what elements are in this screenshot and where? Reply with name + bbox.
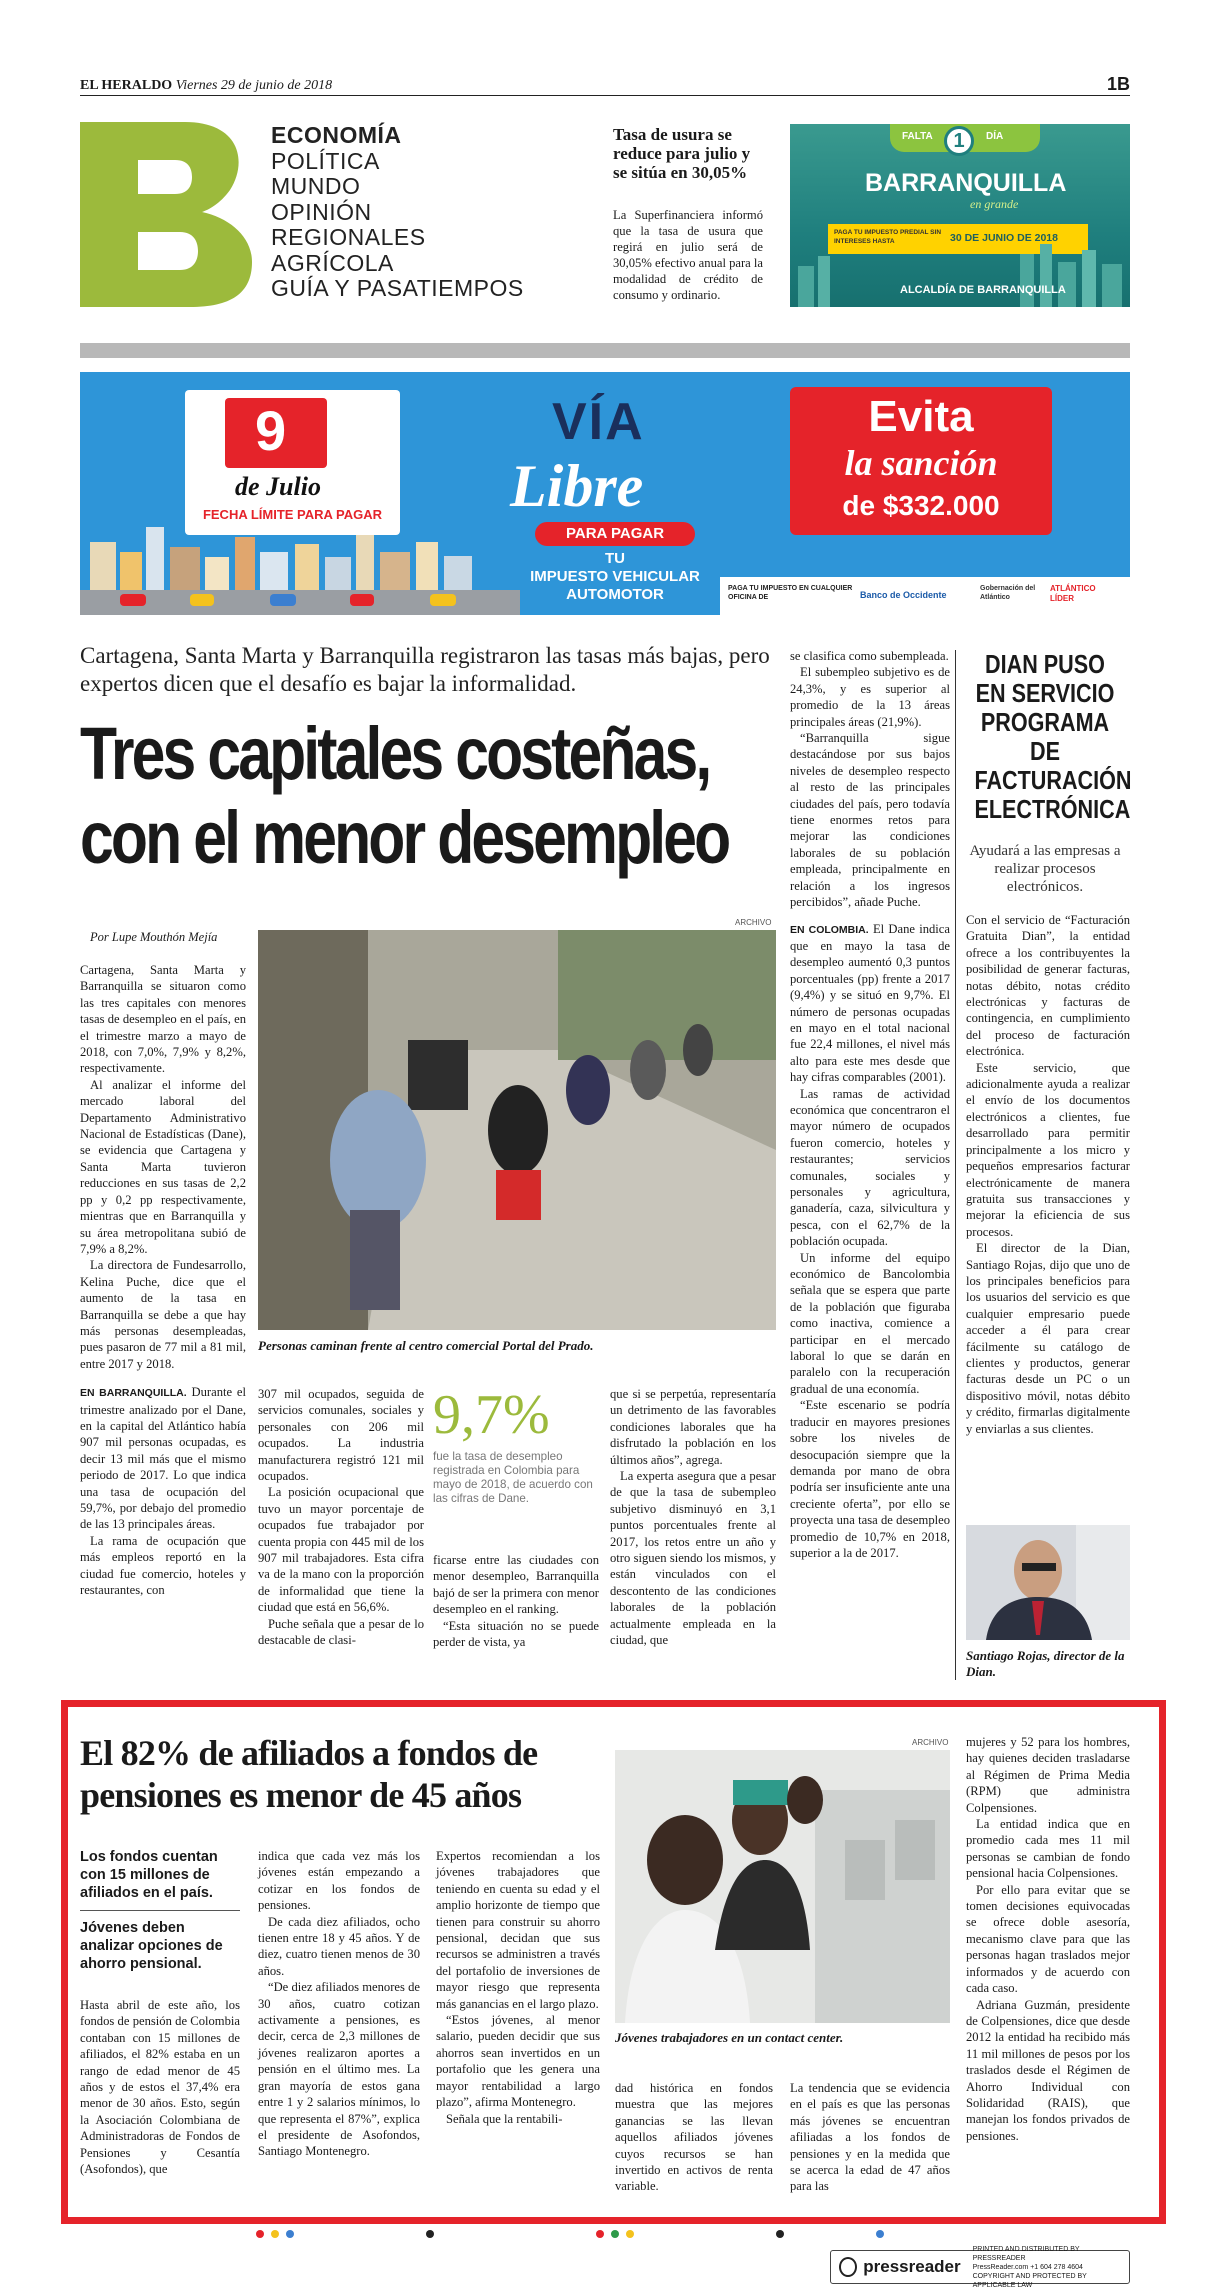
stat-value: 9,7% (433, 1384, 550, 1446)
headline-line-2: con el menor desempleo (80, 796, 729, 879)
section-item[interactable]: GUÍA Y PASATIEMPOS (271, 275, 524, 301)
paragraph: El subempleo subjetivo es de 24,3%, y es superior al promedio de la 13 áreas principales áreas (21,9%). (790, 665, 950, 729)
photo-credit: ARCHIVO (735, 918, 772, 927)
paragraph: La entidad indica que en promedio cada mes 11 mil personas se cambian de fondo pensional hacia Colpensiones. (966, 1817, 1130, 1881)
paragraph: La tendencia que se evidencia en el país es que las personas más jóvenes se encuentran afiliadas a los fondos de pensiones y en la medida que se acerca la edad de 47 años para las (790, 2081, 950, 2194)
dian-body (966, 912, 1130, 1437)
pressreader-icon (839, 2257, 857, 2277)
story-column-1 (80, 962, 246, 1598)
portrait-illustration (966, 1525, 1130, 1640)
ad-brand-sub: en grande (970, 197, 1019, 211)
ad-via: VÍA (552, 393, 645, 451)
paragraph: Señala que la rentabili- (446, 2111, 563, 2126)
paragraph: “Estos jóvenes, al menor salario, pueden decidir que sus ahorros sean invertidos en un portafolio que les genera una mayor rentabilidad a largo plazo”, afirma Montenegro. (436, 2013, 600, 2110)
paragraph: La posición ocupacional que tuvo un mayor porcentaje de ocupados fue trabajador por cuenta propia con 445 mil de los 907 mil trabajadores. Esta cifra va de la mano con la proporción de informalidad que tiene la ciudad que está en 56,6%. (258, 1485, 424, 1615)
paragraph: El director de la Dian, Santiago Rojas, dijo que uno de los principales beneficios para los usuarios del servicio es que cualquier empresario puede acceder a él para crear fácilmente su catálogo de clientes y productos, generar facturas desde un PC o un dispositivo móvil, notas débito y crédito, firmarlas digitalmente y enviarlas a sus clientes. (966, 1241, 1130, 1436)
headline-line-1: Tres capitales costeñas, (80, 712, 710, 795)
dian-headline[interactable]: DIAN PUSO EN SERVICIO PROGRAMA DE FACTURACIÓN ELECTRÓNICA (974, 649, 1132, 824)
pressreader-info (973, 2245, 1129, 2290)
ad-day-count: 1 (944, 126, 974, 156)
paragraph: “Barranquilla sigue destacándose por sus bajos niveles de desempleo respecto al resto de las principales ciudades del país, pero todavía tiene enormes retos para mejorar las condiciones laborales de su población empleada, principalmente en relación a los ingresos percibidos”, añade Puche. (790, 731, 950, 910)
ad-notice: PAGA TU IMPUESTO PREDIAL SIN INTERESES HASTA (834, 229, 942, 245)
paragraph: El Dane indica que en mayo la tasa de desempleo aumentó 0,3 puntos porcentuales (pp) frente a 2017 (9,4%) y se situó en 9,7%. El número de personas ocupadas en mayo en el total nacional fue 22,4 millones, el nivel más alto para este mes desde que hay cifras comparables (2001). (790, 921, 950, 1085)
subhead-barranquilla: EN BARRANQUILLA. (80, 1387, 187, 1400)
pressreader-brand: pressreader (863, 2257, 961, 2276)
pension-column-4 (615, 2080, 773, 2195)
via-libre-ad[interactable] (80, 372, 1130, 615)
paragraph: 307 mil ocupados, seguida de servicios comunales, sociales y personales con 206 mil ocupados. La industria manufacturera registró 121 mil ocupados. (258, 1387, 424, 1484)
paragraph: Por ello para evitar que se tomen decisiones equivocadas se ofrece doble asesoría, mecanismo clave para que las personas hagan traslados mejor informados y de acuerdo con cada caso. (966, 1882, 1130, 1996)
ad-libre: Libre (510, 453, 644, 519)
pension-headline[interactable]: El 82% de afiliados a fondos de pensiones es menor de 45 años (80, 1733, 538, 1815)
usura-text: La Superfinanciera informó que la tasa de usura que regirá en julio será de 30,05% efectivo anual para la modalidad de crédito de consumo y ordinario. (613, 208, 764, 302)
stat-note: fue la tasa de desempleo registrada en Colombia para mayo de 2018, de acuerdo con las cifras de Dane. (433, 1450, 593, 1505)
paragraph: mujeres y 52 para los hombres, hay quienes deciden trasladarse al Régimen de Prima Media (RPM) que administra Colpensiones. (966, 1735, 1130, 1815)
paragraph: “Este escenario se podría traducir en mayores presiones sobre los niveles de desocupación siempre que la demanda por mano de obra podría ser insuficiente ante una creciente oferta”, por ello se proyecta una tasa de desempleo promedio de 10,7% en 2018, superior a la de 2017. (790, 1398, 950, 1560)
section-item[interactable]: MUNDO (271, 173, 361, 199)
masthead (80, 74, 1130, 96)
highlight-1: Los fondos cuentan con 15 millones de afiliados en el país. (80, 1849, 218, 1901)
barranquilla-ad[interactable] (790, 124, 1130, 307)
paragraph: ficarse entre las ciudades con menor desempleo, Barranquilla bajó de ser la primera con menor desempleo en el ranking. (433, 1553, 599, 1617)
ad-month: de Julio (235, 472, 321, 501)
paragraph: “Esta situación no se puede perder de vista, ya (433, 1618, 599, 1650)
section-item[interactable]: ECONOMÍA (271, 122, 402, 148)
paragraph: Durante el trimestre analizado por el Dane, en la capital del Atlántico había 907 mil personas ocupadas, es decir 13 mil más que el mismo periodo de 2017. Lo que indica una tasa de ocupación del 59,7%, por debajo del promedio de las 13 principales áreas. (80, 1385, 246, 1532)
ad-bank: Banco de Occidente (860, 590, 947, 600)
footer-line: PressReader.com +1 604 278 4604 (972, 2263, 1083, 2271)
story-kicker: Cartagena, Santa Marta y Barranquilla registraron las tasas más bajas, pero expertos dicen que el desafío es bajar la informalidad. (80, 643, 770, 696)
photo-illustration (258, 930, 776, 1330)
byline: Por Lupe Mouthón Mejía (90, 930, 218, 944)
ad-deadline-label: FECHA LÍMITE PARA PAGAR (202, 507, 383, 522)
ad-day: 9 (255, 399, 287, 462)
section-item[interactable]: REGIONALES (271, 224, 426, 250)
paragraph: De cada diez afiliados, ocho tienen entre 18 y 45 años. Y de diez, cuatro tienen menos de 30 años. (258, 1914, 420, 1978)
pension-column-3 (436, 1848, 600, 2127)
issue-date: Viernes 29 de junio de 2018 (175, 78, 333, 93)
story-column-2 (258, 1386, 424, 1649)
paragraph: Adriana Guzmán, presidente de Colpensiones, dice que desde 2012 la entidad ha recibido más 11 mil millones de pesos por los traslados desde el Régimen de Ahorro Individual con Solidaridad (RAIS), que manejan los fondos privados de pensiones. (966, 1997, 1130, 2143)
column-rule (955, 650, 956, 1680)
ad-sancion: la sanción (844, 443, 998, 483)
pension-column-5 (790, 2080, 950, 2195)
section-item[interactable]: AGRÍCOLA (271, 249, 394, 276)
ad-falta: FALTA (902, 131, 933, 142)
street-illustration (80, 522, 520, 615)
ad-lider: ATLÁNTICO LÍDER (1050, 584, 1096, 603)
paragraph: La directora de Fundesarrollo, Kelina Puche, dice que el aumento de la tasa en Barranquilla se debe a que hay más personas desempleadas, pues pasaron de 77 mil a 81 mil, entre 2017 y 2018. (80, 1258, 246, 1371)
paragraph: Al analizar el informe del mercado laboral del Departamento Administrativo Nacional de Estadísticas (Dane), se evidencia que Cartagena y Santa Marta tuvieron reducciones en sus tasas de 2,2 pp y 0,2 pp respectivamente, mientras que en Barranquilla y su área metropolitana subió de 7,9% a 8,2%. (80, 1077, 246, 1256)
ad-evita: Evita (868, 392, 974, 441)
story-column-4 (610, 1386, 776, 1649)
pressreader-footer[interactable] (830, 2245, 1130, 2289)
paper-name: EL HERALDO (80, 78, 173, 93)
print-registration-marks (180, 2228, 980, 2240)
paragraph: Con el servicio de “Facturación Gratuita Dian”, la entidad ofrece a los contribuyentes la posibilidad de generar facturas, notas débito, notas crédito electrónicas y facturas de contingencia, en cumplimiento del proceso de facturación electrónica. (966, 913, 1130, 1059)
footer-line: PRINTED AND DISTRIBUTED BY PRESSREADER (972, 2245, 1080, 2262)
ad-brand: BARRANQUILLA (865, 169, 1067, 197)
ad-gob: Gobernación del Atlántico (980, 585, 1036, 601)
subhead-colombia: EN COLOMBIA. (790, 923, 869, 936)
paragraph: Puche señala que a pesar de lo destacable de clasi- (258, 1616, 424, 1648)
highlight-2: Jóvenes deben analizar opciones de ahorro pensional. (80, 1920, 223, 1972)
pension-column-6 (966, 1734, 1130, 2144)
dian-subtitle: Ayudará a las empresas a realizar procesos electrónicos. (969, 843, 1121, 895)
ad-paga-info: PAGA TU IMPUESTO EN CUALQUIER OFICINA DE (728, 585, 853, 601)
story-column-5 (790, 648, 950, 1561)
contact-center-photo (615, 1750, 950, 2023)
pension-column-1 (80, 1997, 240, 2177)
usura-headline[interactable]: Tasa de usura se reduce para julio y se sitúa en 30,05% (613, 125, 751, 182)
pension-highlights (80, 1848, 240, 1973)
story-column-3 (433, 1552, 599, 1650)
paragraph: Cartagena, Santa Marta y Barranquilla se situaron como las tres capitales con menores tasas de desempleo en el país, en el trimestre marzo a mayo de 2018, con 7,0%, 7,9% y 8,2%, respectivamente. (80, 963, 246, 1076)
paragraph: que si se perpetúa, representaría un detrimento de las favorables condiciones laborales que ha disfrutado la población en los últimos años”, agrega. (610, 1387, 776, 1467)
photo-caption: Personas caminan frente al centro comercial Portal del Prado. (258, 1338, 594, 1353)
pension-column-2 (258, 1848, 420, 2160)
section-letter-b (80, 122, 255, 307)
paragraph: “De diez afiliados menores de 30 años, cuatro cotizan activamente a pensiones, es decir, cerca de 2,3 millones de jóvenes realizaron aportes a pensión en el último mes. La gran mayoría de estos gana entre 1 y 2 salarios mínimos, lo que representa el 87%”, explica el presidente de Asofondos, Santiago Montenegro. (258, 1980, 420, 2159)
paragraph: Un informe del equipo económico de Bancolombia señala que se espera que parte de la población que figuraba como inactiva, comience a participar en el mercado laboral lo que se darán en paralelo con la recuperación gradual de una economía. (790, 1250, 950, 1396)
ad-para-pagar: PARA PAGAR (565, 525, 665, 542)
section-item[interactable]: OPINIÓN (271, 198, 372, 225)
story-headline[interactable] (80, 712, 789, 880)
paragraph: dad histórica en fondos muestra que las mejores ganancias se las llevan aquellos afiliados jóvenes cuyos recursos se han invertido en activos de renta variable. (615, 2081, 773, 2194)
ad-monto: de $332.000 (842, 490, 1000, 521)
pension-photo-caption: Jóvenes trabajadores en un contact center. (615, 2030, 844, 2045)
footer-line: COPYRIGHT AND PROTECTED BY APPLICABLE LAW (972, 2272, 1087, 2289)
paragraph: Expertos recomiendan a los jóvenes trabajadores que teniendo en cuenta su edad y el amplio horizonte de tiempo que tienen para construir su ahorro pensional, decidan que sus recursos se administren a través del portafolio de inversiones de mayor riesgo que representa más ganancias en el largo plazo. (436, 1849, 600, 2011)
ad-dia: DÍA (986, 131, 1004, 142)
photo-credit: ARCHIVO (912, 1738, 949, 1747)
ad-impuesto: IMPUESTO VEHICULAR (530, 568, 700, 585)
photo-illustration (615, 1750, 950, 2023)
paragraph: Hasta abril de este año, los fondos de pensión de Colombia contaban con 15 millones de afiliados, el 82% estaba en un rango de edad menor de 45 años y de estos el 37,4% era menor de 30 años. Esto, según la Asociación Colombiana de Administradoras de Fondos de Pensiones y Cesantía (Asofondos), que (80, 1998, 240, 2177)
section-divider (80, 343, 1130, 358)
paragraph: indica que cada vez más los jóvenes están empezando a cotizar en los fondos de pensiones. (258, 1849, 420, 1913)
city-skyline-graphic (790, 244, 1130, 307)
divider (80, 1910, 240, 1911)
ad-automotor: AUTOMOTOR (566, 586, 664, 603)
section-item[interactable]: POLÍTICA (271, 147, 380, 174)
page-number: 1B (1106, 74, 1130, 94)
ad-tu: TU (605, 550, 625, 567)
section-list (271, 123, 524, 302)
paragraph: Este servicio, que adicionalmente ayuda a realizar el envío de los documentos electrónicos a clientes, fue desarrollado para permitir principalmente a los micro y pequeños empresarios facturar electrónicamente de manera gratuita sus transacciones y mejorar la eficiencia de sus procesos. (966, 1060, 1130, 1239)
santiago-rojas-photo (966, 1525, 1130, 1640)
paragraph: se clasifica como subempleada. (790, 649, 949, 663)
paragraph: Las ramas de actividad económica que concentraron el mayor número de ocupados fueron comercio, hoteles y restaurantes; servicios comunales, sociales y personales y agricultura, ganadería, caza, silvicultura y pesca, con el 62,7% de la población ocupada. (790, 1086, 950, 1249)
ad-deadline: 30 DE JUNIO DE 2018 (950, 232, 1058, 244)
shoppers-photo (258, 930, 776, 1330)
paragraph: La experta asegura que a pesar de que la tasa de subempleo subjetivo disminuyó en 3,1 puntos porcentuales frente al 2017, los retos entre un año y otro siguen siendo los mismos, y están vinculados con el descontento de las condiciones laborales de la población actualmente empleada en la ciudad, que (610, 1469, 776, 1648)
ad-footer: ALCALDÍA DE BARRANQUILLA (900, 284, 1066, 296)
dian-photo-caption: Santiago Rojas, director de la Dian. (966, 1648, 1125, 1679)
paragraph: La rama de ocupación que más empleos reportó en la ciudad fue comercio, hoteles y restaurantes, con (80, 1533, 246, 1598)
